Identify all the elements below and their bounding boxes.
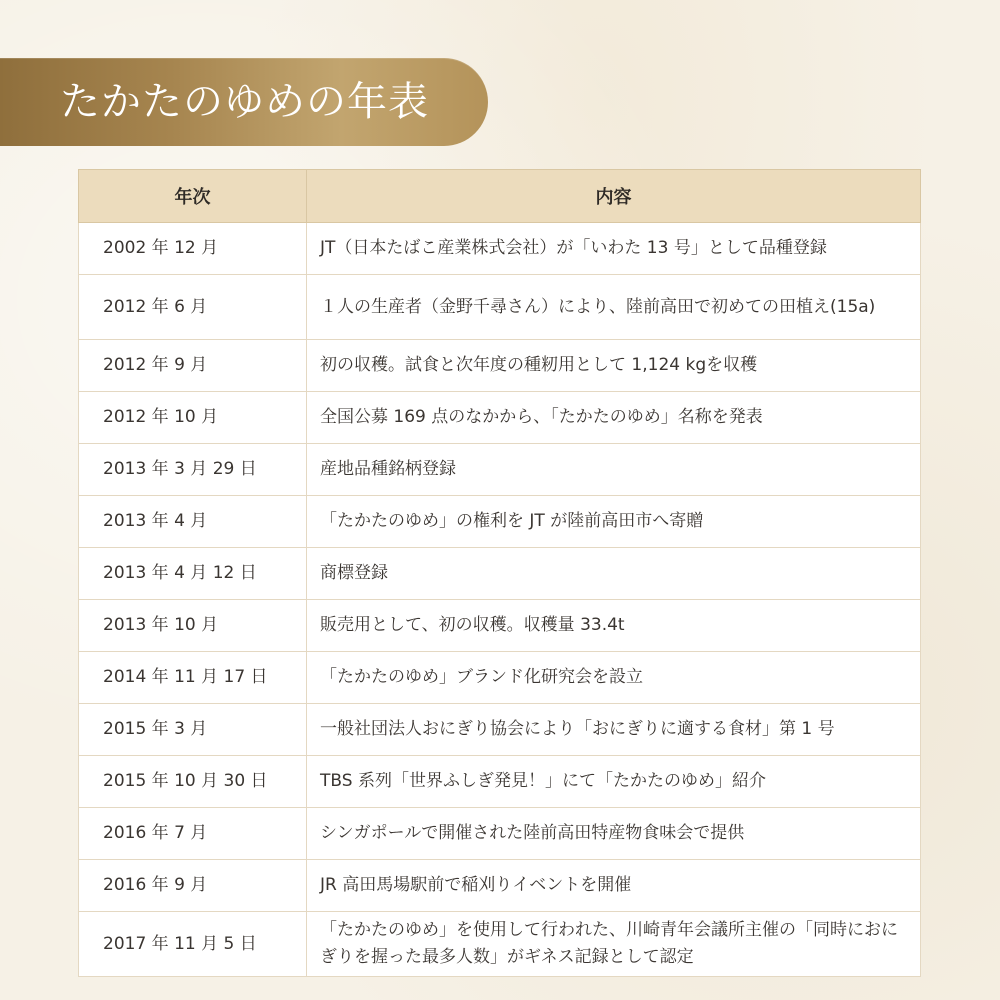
row-year: 2013 年 4 月 12 日 (79, 548, 307, 600)
row-content: JT（日本たばこ産業株式会社）が「いわた 13 号」として品種登録 (307, 223, 921, 275)
table-row (79, 340, 921, 392)
row-content: 「たかたのゆめ」の権利を JT が陸前高田市へ寄贈 (307, 496, 921, 548)
table-row (79, 860, 921, 912)
row-content: シンガポールで開催された陸前高田特産物食味会で提供 (307, 808, 921, 860)
table-header-row (79, 170, 921, 223)
row-content: 一般社団法人おにぎり協会により「おにぎりに適する食材」第 1 号 (307, 704, 921, 756)
row-content: TBS 系列「世界ふしぎ発見！」にて「たかたのゆめ」紹介 (307, 756, 921, 808)
row-content: １人の生産者（金野千尋さん）により、陸前高田で初めての田植え(15a) (307, 275, 921, 340)
row-content: 初の収穫。試食と次年度の種籾用として 1,124 kgを収穫 (307, 340, 921, 392)
table-row (79, 548, 921, 600)
row-year: 2017 年 11 月 5 日 (79, 912, 307, 977)
row-content: JR 高田馬場駅前で稲刈りイベントを開催 (307, 860, 921, 912)
row-content: 商標登録 (307, 548, 921, 600)
row-year: 2016 年 7 月 (79, 808, 307, 860)
header-year: 年次 (79, 170, 307, 223)
table-row (79, 496, 921, 548)
table-row (79, 223, 921, 275)
row-content: 「たかたのゆめ」を使用して行われた、川崎青年会議所主催の「同時におにぎりを握った最多人数」がギネス記録として認定 (307, 912, 921, 977)
row-year: 2012 年 6 月 (79, 275, 307, 340)
table-row (79, 275, 921, 340)
table-row (79, 704, 921, 756)
table-row (79, 600, 921, 652)
row-year: 2015 年 10 月 30 日 (79, 756, 307, 808)
row-year: 2013 年 4 月 (79, 496, 307, 548)
title-banner (0, 58, 488, 146)
table-row (79, 444, 921, 496)
table-row (79, 912, 921, 977)
row-content: 産地品種銘柄登録 (307, 444, 921, 496)
row-content: 販売用として、初の収穫。収穫量 33.4t (307, 600, 921, 652)
row-year: 2012 年 9 月 (79, 340, 307, 392)
timeline-table (78, 169, 921, 977)
table-row (79, 808, 921, 860)
row-year: 2013 年 10 月 (79, 600, 307, 652)
page-title: たかたのゆめの年表 (60, 79, 429, 125)
row-content: 全国公募 169 点のなかから、「たかたのゆめ」名称を発表 (307, 392, 921, 444)
table-row (79, 652, 921, 704)
row-year: 2014 年 11 月 17 日 (79, 652, 307, 704)
row-year: 2002 年 12 月 (79, 223, 307, 275)
row-year: 2013 年 3 月 29 日 (79, 444, 307, 496)
row-year: 2016 年 9 月 (79, 860, 307, 912)
header-content: 内容 (307, 170, 921, 223)
row-content: 「たかたのゆめ」ブランド化研究会を設立 (307, 652, 921, 704)
row-year: 2012 年 10 月 (79, 392, 307, 444)
table-row (79, 756, 921, 808)
table-row (79, 392, 921, 444)
row-year: 2015 年 3 月 (79, 704, 307, 756)
